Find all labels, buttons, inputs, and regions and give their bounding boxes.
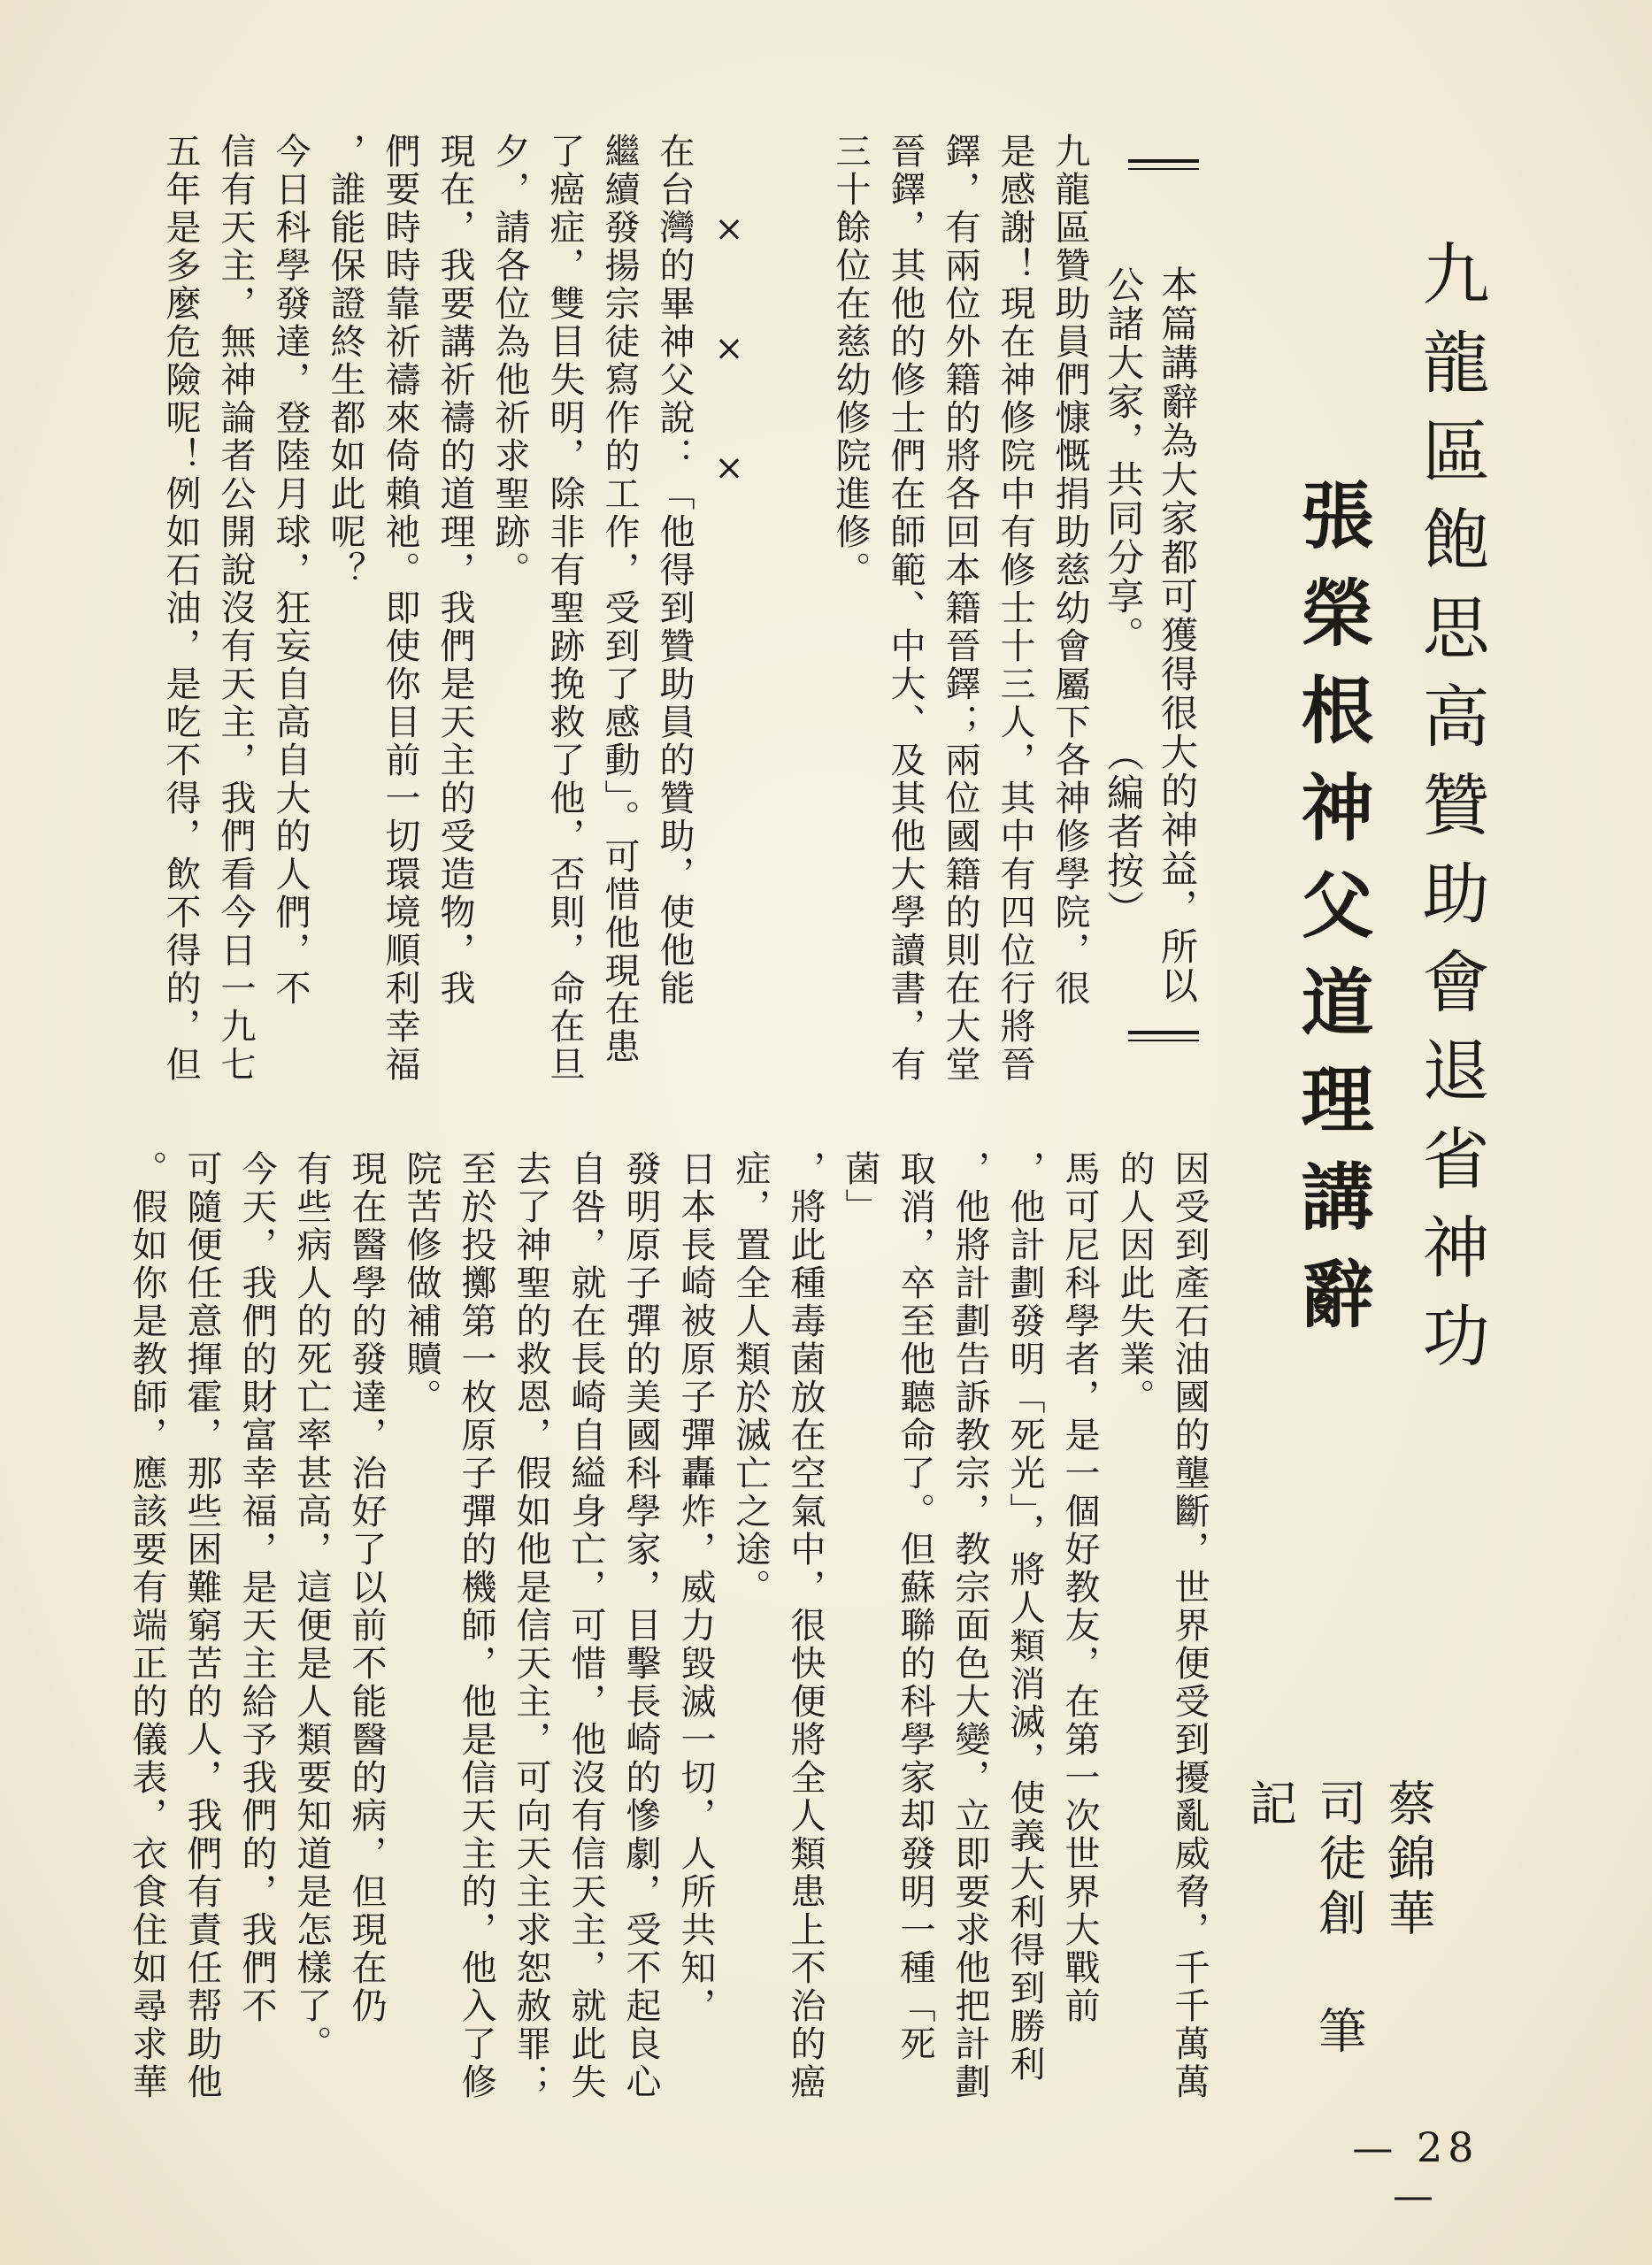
editor-note-bottom-rule bbox=[1128, 1031, 1199, 1034]
author-line-2: 司徒創 筆記 bbox=[1241, 1778, 1367, 2061]
body-upper-right: 九龍區贊助員們慷慨捐助慈幼會屬下各神修學院，很 是感謝！現在神修院中有修士十三人，其中有四位行將晉 鐸，有兩位外籍的將各回本籍晉鐸；兩位國籍的則在大堂 晉鐸，其他的修士們在師範、中大、及其他大學讀書，有 三十餘位在慈幼修院進修。 bbox=[830, 133, 1090, 1084]
sub-title: 張榮根神父道理講辭 bbox=[1289, 478, 1374, 1354]
authors bbox=[1241, 1778, 1442, 2115]
author-line-1: 蔡錦華 bbox=[1380, 1778, 1436, 1943]
editor-note-top-rule bbox=[1128, 159, 1199, 163]
body-upper-left: × × × 在台灣的畢神父說：「他得到贊助員的贊助，使他能 繼續發揚宗徒寫作的工作，受到了感動」。可惜他現在患 了癌症，雙目失明，除非有聖跡挽救了他，否則，命在旦 夕，請各位為他祈求聖跡。 現在，我要講祈禱的道理，我們是天主的受造物，我 們要時時靠祈禱來倚賴祂。即使你目前一切環境順利幸福 ，誰能保證終生都如此呢？ 今日科學發達，登陸月球，狂妄自高自大的人們，不 信有天主，無神論者公開說沒有天主，我們看今日一九七 五年是多麼危險呢！例如石油，是吃不得，飲不得的，但 bbox=[160, 133, 749, 1084]
main-title: 九龍區飽思高贊助會退省神功 bbox=[1411, 239, 1490, 1389]
page-number: — 28 — bbox=[1352, 2123, 1479, 2219]
editor-note: 本篇講辭為大家都可獲得很大的神益，所以 公諸大家，共同分享。 （編者按） bbox=[1102, 265, 1199, 1005]
body-lower: 因受到產石油國的壟斷，世界便受到擾亂威脅，千千萬萬 的人因此失業。 馬可尼科學者，是一個好教友，在第一次世界大戰前 ，他計劃發明「死光」，將人類消滅，使義大利得到勝利 ，他將計劃告訴教宗，教宗面色大變，立即要求他把計劃 取消，卒至他聽命了。但蘇聯的科學家却發明一種「死菌」 ，將此種毒菌放在空氣中，很快便將全人類患上不治的癌 症，置全人類於滅亡之途。 日本長崎被原子彈轟炸，威力毀滅一切，人所共知， 發明原子彈的美國科學家，目擊長崎的慘劇，受不起良心 自咎，就在長崎自縊身亡，可惜，他沒有信天主，就此失 去了神聖的救恩，假如他是信天主，可向天主求恕赦罪； 至於投擲第一枚原子彈的機師，他是信天主的，他入了修 院苦修做補贖。 現在醫學的發達，治好了以前不能醫的病，但現在仍 有些病人的死亡率甚高，這便是人類要知道是怎樣了。 今天，我們的財富幸福，是天主給予我們的，我們不 可隨便任意揮霍，那些困難窮苦的人，我們有責任帮助他 。假如你是教師，應該要有端正的儀表，衣食住如尋求華 bbox=[127, 1150, 1210, 2101]
